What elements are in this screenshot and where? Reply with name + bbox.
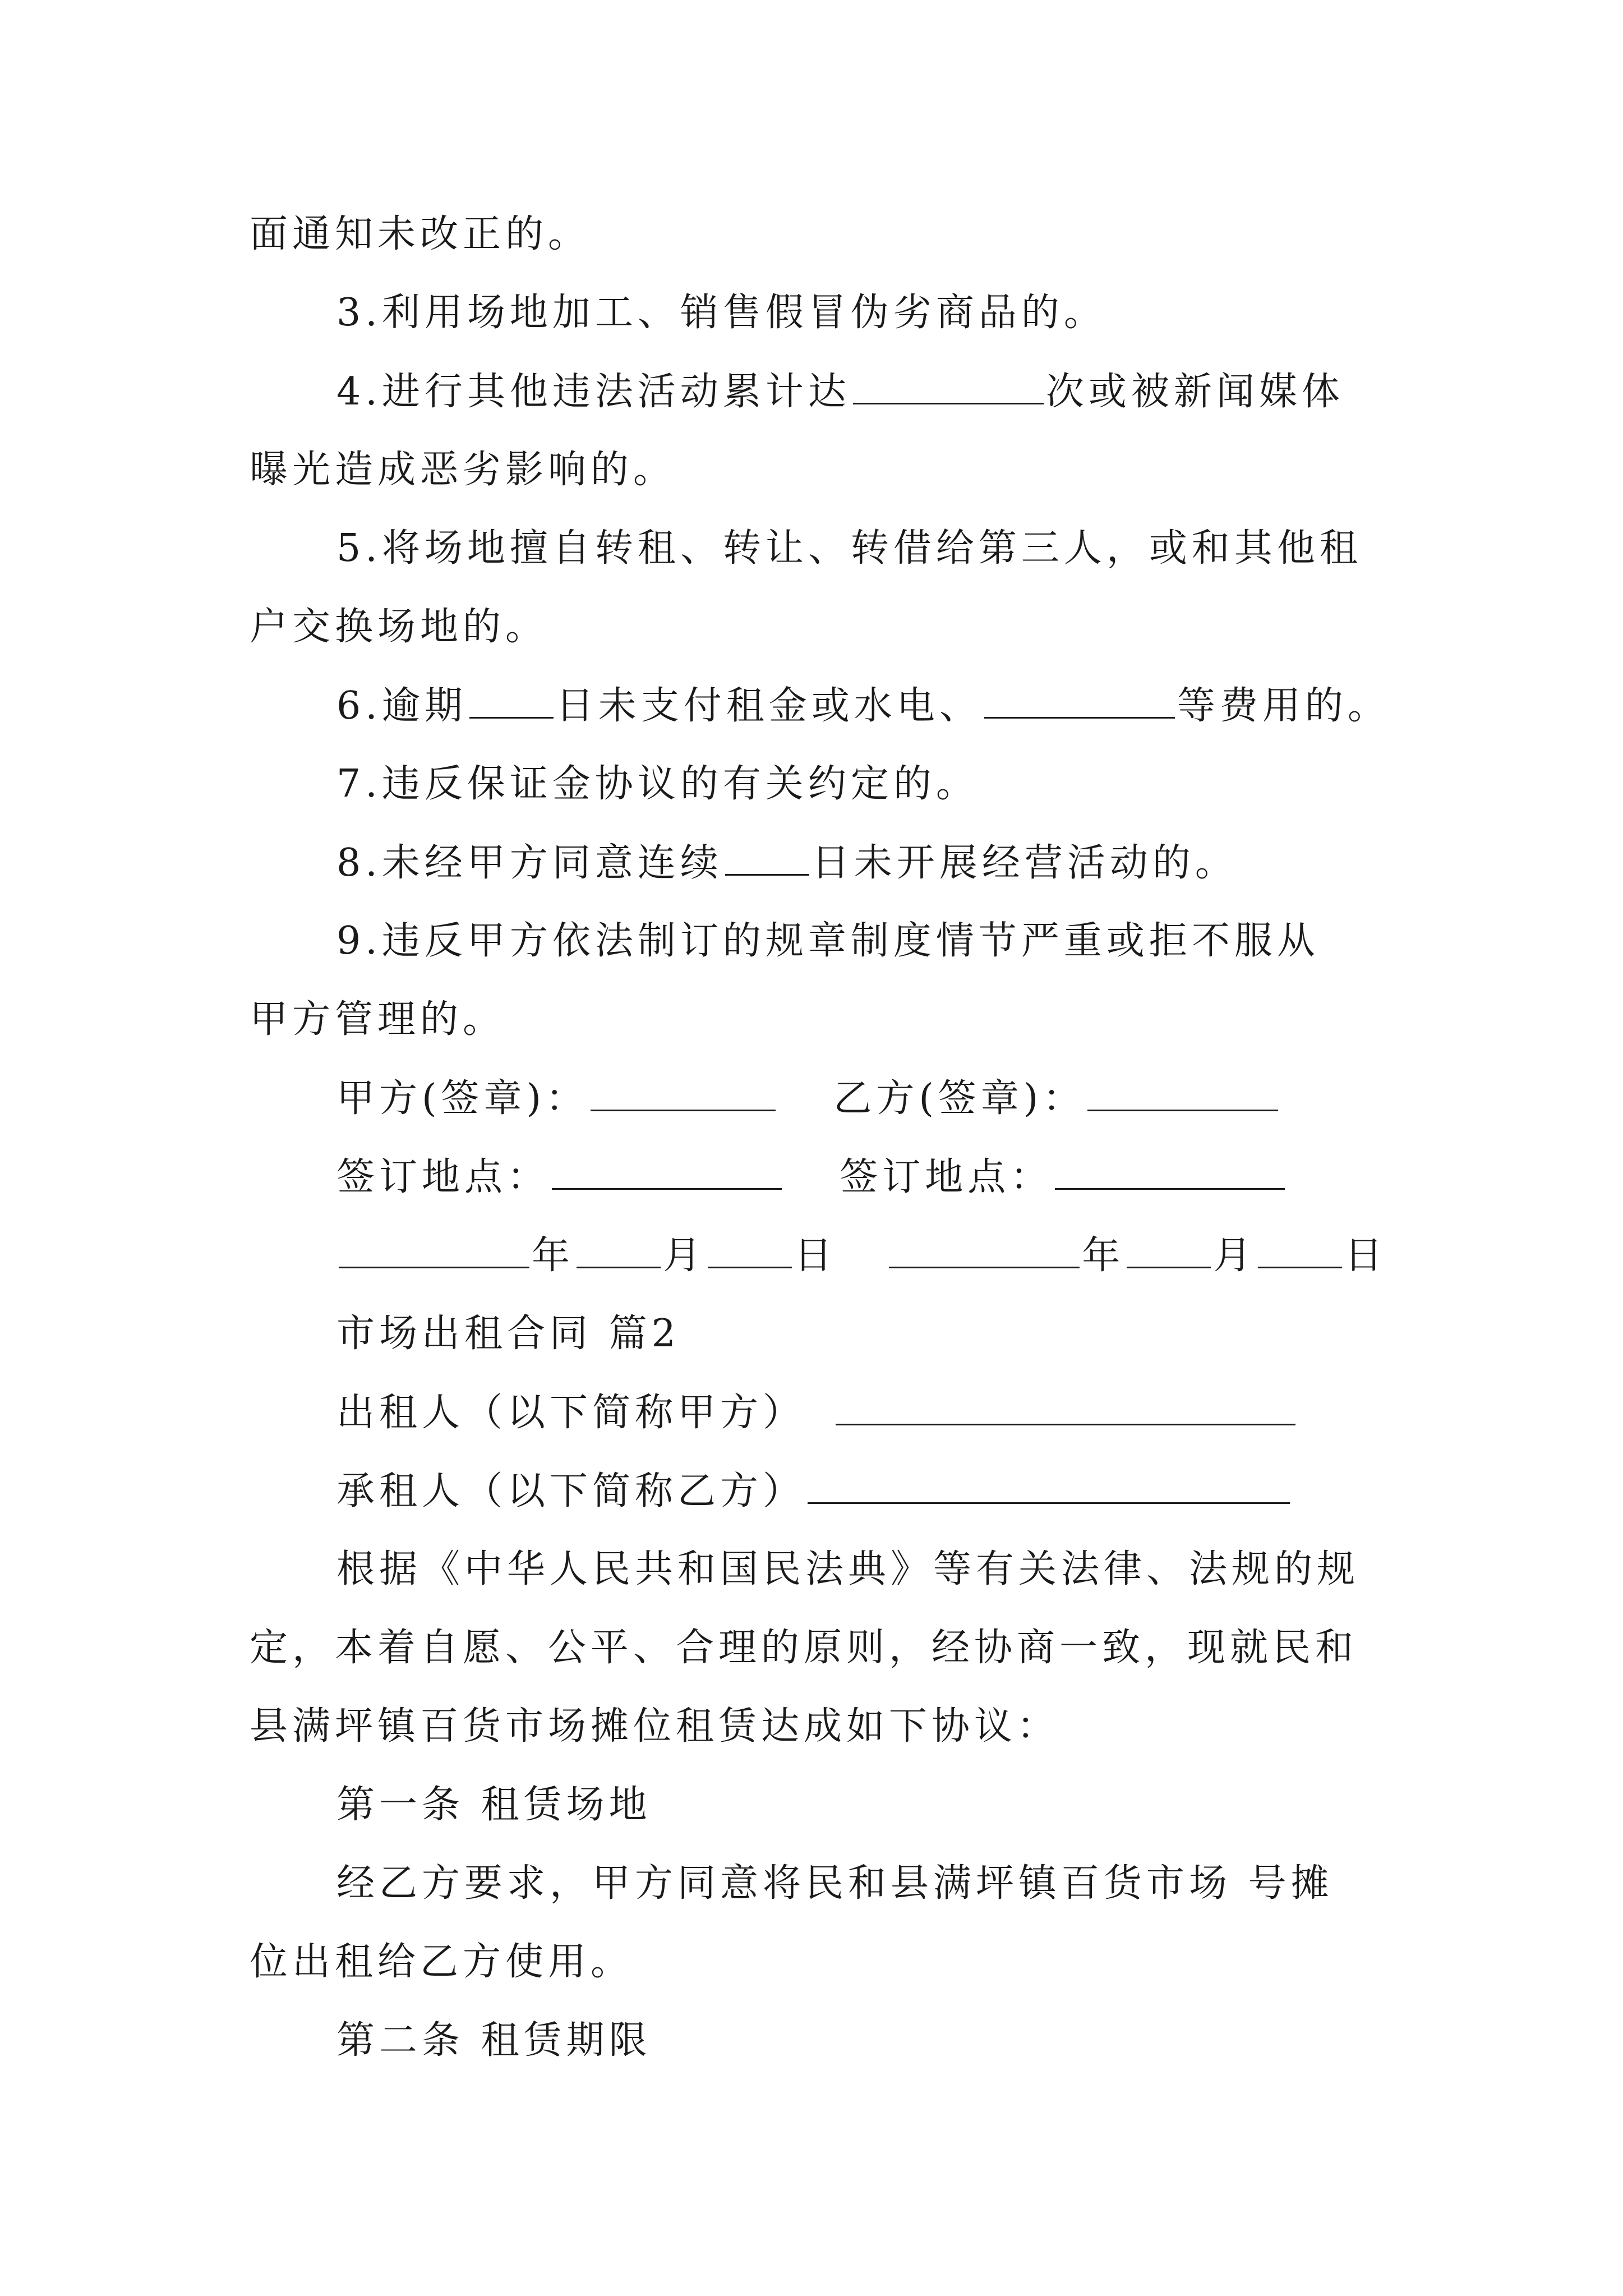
list-item-text: 日未开展经营活动的。 xyxy=(811,841,1238,885)
lessor-label: 出租人（以下简称甲方） xyxy=(336,1391,806,1435)
month-label: 月 xyxy=(663,1234,706,1278)
paragraph-text: 面通知未改正的。 xyxy=(250,212,591,256)
text-line xyxy=(336,1861,1334,1906)
text-line xyxy=(250,448,676,493)
list-item-text: 3.利用场地加工、销售假冒伪劣商品的。 xyxy=(336,291,1106,335)
date-line xyxy=(336,1233,1387,1278)
paragraph-text: 定，本着自愿、公平、合理的原则，经协商一致，现就民和 xyxy=(250,1626,1358,1670)
lessee-blank[interactable] xyxy=(808,1469,1290,1504)
list-item-text: 9.违反甲方依法制订的规章制度情节严重或拒不服从 xyxy=(336,919,1320,963)
text-line xyxy=(250,997,505,1042)
list-item-text: 日未支付租金或水电、 xyxy=(555,684,982,728)
list-item-text: 曝光造成恶劣影响的。 xyxy=(250,448,676,492)
place-blank[interactable] xyxy=(1055,1154,1285,1190)
signature-line xyxy=(336,1076,1280,1121)
fill-blank xyxy=(984,683,1175,719)
paragraph-text: 经乙方要求，甲方同意将民和县满坪镇百货市场 号摊 xyxy=(336,1861,1334,1906)
day-label: 日 xyxy=(1344,1234,1387,1278)
text-line xyxy=(336,683,1390,729)
month-label: 月 xyxy=(1213,1234,1256,1278)
signing-place-label: 签订地点： xyxy=(840,1155,1053,1199)
day-blank[interactable] xyxy=(708,1233,792,1268)
year-blank[interactable] xyxy=(889,1233,1080,1268)
lessee-label: 承租人（以下简称乙方） xyxy=(336,1469,806,1513)
text-line xyxy=(336,291,1106,335)
year-blank[interactable] xyxy=(339,1233,529,1268)
year-label: 年 xyxy=(532,1234,575,1278)
party-a-signature-label: 甲方(签章)： xyxy=(336,1076,589,1121)
signature-blank[interactable] xyxy=(1087,1076,1278,1111)
lessee-line xyxy=(336,1469,1292,1514)
list-item-text: 7.违反保证金协议的有关约定的。 xyxy=(336,762,979,806)
text-line xyxy=(250,1626,1358,1671)
list-item-text: 4.进行其他违法活动累计达 xyxy=(336,370,851,414)
place-line xyxy=(336,1154,1287,1200)
text-line xyxy=(336,919,1320,964)
list-item-text: 户交换场地的。 xyxy=(250,605,548,649)
contract-title: 市场出租合同 篇2 xyxy=(336,1312,680,1356)
lessor-line xyxy=(336,1390,1298,1435)
text-line xyxy=(336,369,1344,415)
lessor-blank[interactable] xyxy=(836,1390,1295,1425)
list-item-text: 6.逾期 xyxy=(336,684,467,728)
month-blank[interactable] xyxy=(577,1233,661,1268)
paragraph-text: 位出租给乙方使用。 xyxy=(250,1940,634,1984)
day-blank[interactable] xyxy=(1258,1233,1342,1268)
place-blank[interactable] xyxy=(552,1154,782,1190)
list-item-text: 8.未经甲方同意连续 xyxy=(336,841,723,885)
month-blank[interactable] xyxy=(1127,1233,1211,1268)
list-item-text: 甲方管理的。 xyxy=(250,997,506,1042)
text-line xyxy=(336,840,1238,886)
text-line xyxy=(336,526,1362,571)
signature-blank[interactable] xyxy=(591,1076,776,1111)
article-title: 第二条 租赁期限 xyxy=(336,2018,652,2063)
list-item-text: 5.将场地擅自转租、转让、转借给第三人，或和其他租 xyxy=(336,526,1362,570)
fill-blank xyxy=(725,840,809,876)
paragraph-text: 根据《中华人民共和国民法典》等有关法律、法规的规 xyxy=(336,1547,1360,1591)
section-title xyxy=(336,1312,680,1356)
article-title: 第一条 租赁场地 xyxy=(336,1783,652,1827)
text-line xyxy=(336,762,979,807)
fill-blank xyxy=(853,369,1044,404)
list-item-text: 等费用的。 xyxy=(1177,684,1390,728)
year-label: 年 xyxy=(1082,1234,1125,1278)
text-line xyxy=(336,1547,1359,1592)
list-item-text: 次或被新闻媒体 xyxy=(1045,370,1344,414)
fill-blank xyxy=(469,683,554,719)
article-heading xyxy=(336,1783,652,1828)
party-b-signature-label: 乙方(签章)： xyxy=(833,1076,1086,1121)
text-line xyxy=(250,1940,633,1985)
text-line xyxy=(250,1704,1059,1749)
paragraph-text: 县满坪镇百货市场摊位租赁达成如下协议： xyxy=(250,1704,1060,1749)
text-line xyxy=(250,212,591,257)
signing-place-label: 签订地点： xyxy=(336,1155,550,1199)
text-line xyxy=(250,605,548,650)
day-label: 日 xyxy=(794,1234,837,1278)
article-heading xyxy=(336,2018,652,2063)
